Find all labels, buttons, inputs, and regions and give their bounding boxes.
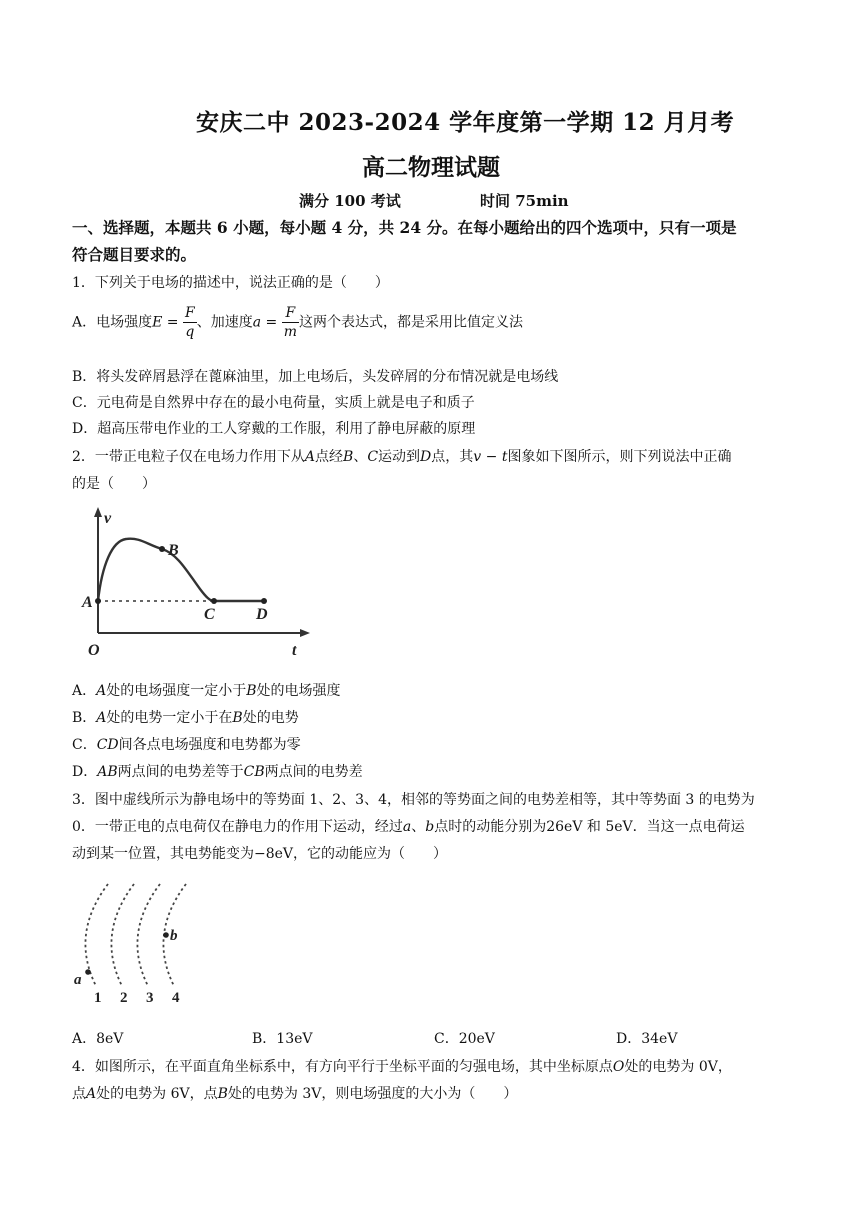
q2-s-t: t bbox=[501, 449, 508, 465]
q2-label-d: D bbox=[256, 606, 268, 623]
q2-label-c: C bbox=[204, 606, 215, 623]
q2-point-c bbox=[211, 598, 217, 604]
q3-l2-a: a bbox=[402, 819, 412, 835]
q2-d-5: 两点间的电势差 bbox=[264, 764, 363, 780]
q2-b-5: 处的电势 bbox=[242, 710, 299, 726]
q2-s4: 运动到 bbox=[378, 449, 421, 465]
q4-l1-o: O bbox=[612, 1059, 625, 1075]
q3-stem-line3: 动到某一位置，其电势能变为−8eV，它的动能应为（ ） bbox=[72, 846, 448, 862]
q3-stem-line1: 3．图中虚线所示为静电场中的等势面 1、2、3、4，相邻的等势面之间的电势差相等，其中等势面 3 的电势为 bbox=[72, 792, 755, 808]
q1-a-mid: 、加速度 bbox=[196, 314, 253, 331]
q2-label-v: v bbox=[104, 510, 112, 527]
q2-point-d bbox=[261, 598, 267, 604]
q4-stem-line2 bbox=[72, 1083, 517, 1103]
q2-b-3: 处的电势一定小于在 bbox=[106, 710, 233, 726]
q2-s-d: D bbox=[420, 449, 432, 465]
q2-a-3: 处的电场强度一定小于 bbox=[106, 683, 247, 699]
q4-l1-2: 处的电势为 0V， bbox=[624, 1059, 732, 1075]
q1-option-a bbox=[72, 304, 523, 341]
q3-label-4: 4 bbox=[172, 990, 180, 1006]
exam-score: 满分 100 考试 bbox=[299, 192, 401, 210]
q3-option-b: B．13eV bbox=[252, 1031, 313, 1047]
q1-a-eq: = bbox=[162, 314, 183, 331]
q3-l2-b: b bbox=[425, 819, 435, 835]
q2-s2: 点经 bbox=[315, 449, 344, 465]
q1-a-suffix: 这两个表达式，都是采用比值定义法 bbox=[299, 314, 523, 331]
q3-option-c: C．20eV bbox=[434, 1031, 495, 1047]
q2-a-5: 处的电场强度 bbox=[256, 683, 341, 699]
q1-frac2-den: m bbox=[283, 324, 297, 340]
q2-label-b: B bbox=[168, 542, 179, 559]
q3-l2-3: 点时的动能分别为26eV 和 5eV．当这一点电荷运 bbox=[434, 819, 745, 835]
q2-s6: 图象如下图所示，则下列说法中正确 bbox=[507, 449, 732, 465]
q2-option-b bbox=[72, 707, 299, 727]
q1-a-a: a bbox=[252, 314, 262, 331]
exam-time: 时间 75min bbox=[480, 192, 569, 210]
q1-a-e: E bbox=[152, 314, 163, 331]
q2-vt-graph bbox=[78, 505, 318, 660]
q1-frac1-den: q bbox=[185, 324, 195, 340]
q2-s5: 点，其 bbox=[431, 449, 474, 465]
q2-s-b: B bbox=[343, 449, 354, 465]
q2-s3: 、 bbox=[353, 449, 368, 465]
q2-label-o: O bbox=[88, 642, 100, 659]
q2-a-2: A bbox=[96, 683, 107, 699]
q2-point-a bbox=[95, 598, 101, 604]
q4-l2-3: 处的电势为 3V，则电场强度的大小为（ ） bbox=[227, 1086, 518, 1102]
q2-t-arrow bbox=[300, 629, 310, 637]
q2-option-d bbox=[72, 761, 363, 781]
q3-label-a: a bbox=[74, 972, 82, 988]
q2-b-2: A bbox=[96, 710, 107, 726]
q3-label-1: 1 bbox=[94, 990, 102, 1006]
q3-label-b: b bbox=[170, 928, 178, 944]
q2-d-3: 两点间的电势差等于 bbox=[117, 764, 244, 780]
q2-s-v: v bbox=[473, 449, 482, 465]
q3-stem-line2 bbox=[72, 816, 745, 836]
q3-surface-2 bbox=[111, 884, 134, 986]
q2-s-minus: − bbox=[481, 449, 502, 465]
q3-l2-2: 、 bbox=[411, 819, 426, 835]
section-heading-line1: 一、选择题，本题共 6 小题，每小题 4 分，共 24 分。在每小题给出的四个选项中，只有一项是 bbox=[72, 218, 737, 237]
q2-label-t: t bbox=[292, 642, 297, 659]
q2-c-2: CD bbox=[96, 737, 119, 753]
q3-l2-1: 0．一带正电的点电荷仅在静电力的作用下运动，经过 bbox=[72, 819, 403, 835]
q2-d-2: AB bbox=[97, 764, 118, 780]
q1-option-d: D．超高压带电作业的工人穿戴的工作服，利用了静电屏蔽的原理 bbox=[72, 421, 476, 437]
q1-a-eq2: = bbox=[261, 314, 282, 331]
q2-d-1: D． bbox=[72, 764, 98, 780]
q2-point-b bbox=[159, 546, 165, 552]
q1-frac2-num: F bbox=[282, 304, 299, 323]
q4-l2-1: 点 bbox=[72, 1086, 86, 1102]
q2-s-a: A bbox=[304, 449, 316, 465]
q2-c-3: 间各点电场强度和电势都为零 bbox=[118, 737, 301, 753]
q2-b-1: B． bbox=[72, 710, 97, 726]
q4-l1-1: 4．如图所示，在平面直角坐标系中，有方向平行于坐标平面的匀强电场，其中坐标原点 bbox=[72, 1059, 613, 1075]
q2-label-a: A bbox=[82, 594, 93, 611]
q2-a-1: A． bbox=[72, 683, 97, 699]
q3-point-b bbox=[163, 932, 169, 938]
q2-curve bbox=[98, 539, 264, 601]
q2-option-a bbox=[72, 680, 341, 700]
q3-point-a bbox=[85, 969, 91, 975]
section-heading-line2: 符合题目要求的。 bbox=[72, 245, 197, 264]
q3-label-3: 3 bbox=[146, 990, 154, 1006]
q2-a-4: B bbox=[246, 683, 257, 699]
q1-frac1-num: F bbox=[185, 305, 195, 321]
q3-equipotential-figure bbox=[70, 878, 210, 1008]
q1-fraction-a bbox=[282, 304, 299, 341]
q2-stem-line1 bbox=[72, 446, 731, 466]
q1-fraction-e bbox=[183, 304, 197, 341]
q2-d-4: CB bbox=[243, 764, 265, 780]
q2-c-1: C． bbox=[72, 737, 97, 753]
q4-l2-b: B bbox=[217, 1086, 228, 1102]
q2-stem-line2: 的是（ ） bbox=[72, 476, 156, 492]
q2-option-c bbox=[72, 734, 301, 754]
exam-subtitle: 高二物理试题 bbox=[362, 154, 500, 181]
q3-option-d: D．34eV bbox=[616, 1031, 678, 1047]
q3-option-a: A．8eV bbox=[72, 1031, 124, 1047]
q2-v-arrow bbox=[94, 507, 102, 517]
q4-stem-line1 bbox=[72, 1056, 732, 1076]
q3-label-2: 2 bbox=[120, 990, 128, 1006]
q4-l2-2: 处的电势为 6V，点 bbox=[96, 1086, 218, 1102]
q1-stem: 1．下列关于电场的描述中，说法正确的是（ ） bbox=[72, 275, 389, 291]
q1-option-b: B．将头发碎屑悬浮在蓖麻油里，加上电场后，头发碎屑的分布情况就是电场线 bbox=[72, 369, 559, 385]
q1-option-c: C．元电荷是自然界中存在的最小电荷量，实质上就是电子和质子 bbox=[72, 395, 475, 411]
q2-s-c: C bbox=[367, 449, 379, 465]
exam-title: 安庆二中 2023-2024 学年度第一学期 12 月月考 bbox=[196, 109, 735, 136]
q4-l2-a: A bbox=[86, 1086, 97, 1102]
q2-b-4: B bbox=[232, 710, 243, 726]
q1-a-prefix: A．电场强度 bbox=[72, 314, 153, 331]
q3-surface-3 bbox=[137, 884, 160, 986]
q2-s1: 2．一带正电粒子仅在电场力作用下从 bbox=[72, 449, 305, 465]
